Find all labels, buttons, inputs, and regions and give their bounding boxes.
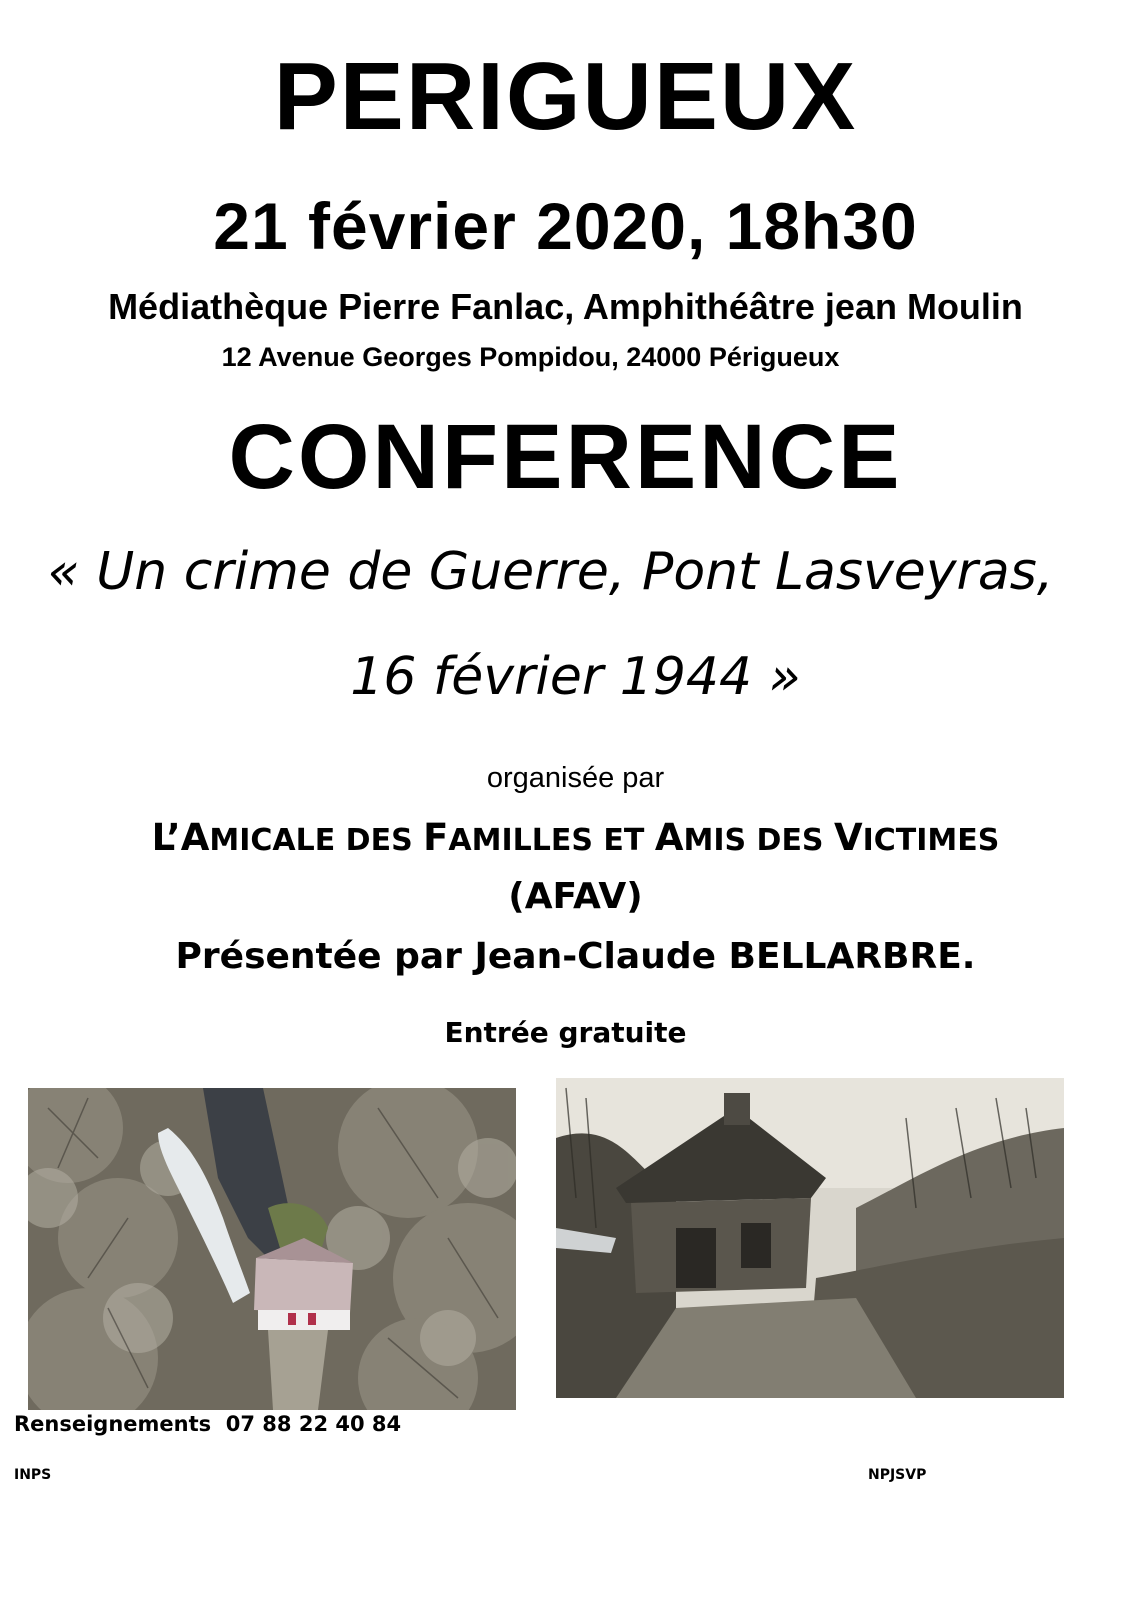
- event-datetime: 21 février 2020, 18h30: [213, 189, 918, 263]
- address: 12 Avenue Georges Pompidou, 24000 Périgueux: [221, 342, 840, 372]
- info-phone: Renseignements 07 88 22 40 84: [14, 1412, 402, 1436]
- venue: Médiathèque Pierre Fanlac, Amphithéâtre jean Moulin: [108, 286, 1023, 327]
- organiser-part: ICTIMES: [862, 823, 1000, 858]
- city-title: PERIGUEUX: [273, 43, 858, 150]
- organised-by-label: organisée par: [486, 762, 665, 794]
- talk-title-line-2: 16 février 1944 »: [350, 647, 801, 707]
- organiser-part: A: [654, 816, 684, 859]
- organiser-part: MICALE DES: [209, 823, 424, 858]
- historical-photo: [556, 1078, 1064, 1398]
- footer-left-note: INPS: [14, 1467, 52, 1483]
- organiser-part: L’A: [151, 816, 210, 859]
- organiser-name: [10, 815, 1131, 864]
- presenter: Présentée par Jean-Claude BELLARBRE.: [175, 936, 976, 977]
- aerial-photo: [28, 1088, 516, 1410]
- footer-right-note: NPJSVP: [868, 1467, 927, 1483]
- entry-free: Entrée gratuite: [444, 1016, 687, 1049]
- talk-title-line-1: « Un crime de Guerre, Pont Lasveyras,: [47, 542, 1054, 602]
- organiser-part: AMILLES ET: [448, 823, 655, 858]
- organiser-part: V: [833, 816, 863, 859]
- organiser-acronym: (AFAV): [508, 876, 643, 917]
- organiser-part: F: [423, 816, 449, 859]
- organiser-part: MIS DES: [683, 823, 834, 858]
- conference-heading: CONFERENCE: [228, 406, 903, 508]
